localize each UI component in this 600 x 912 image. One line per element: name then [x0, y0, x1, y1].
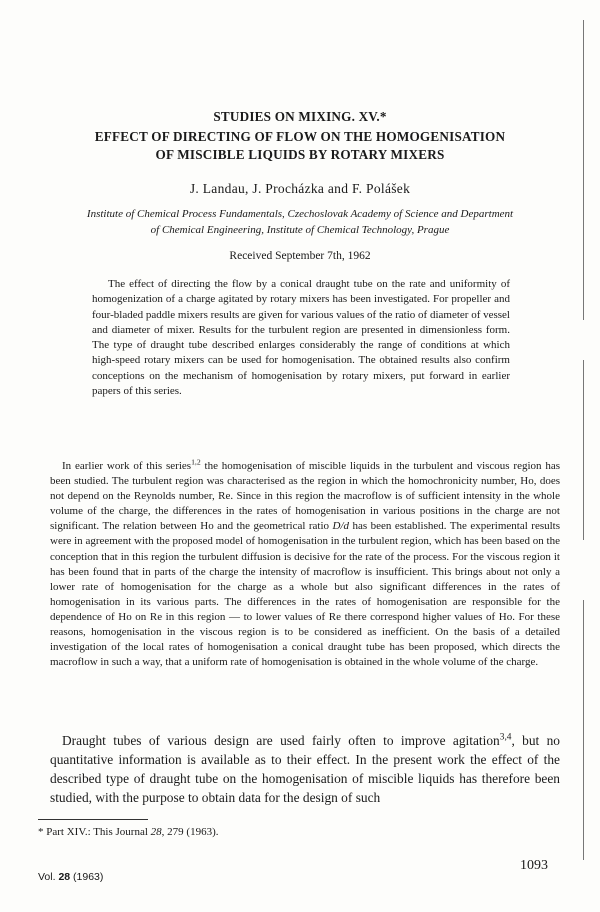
main-text-1: Draught tubes of various design are used fairly often to improve agitation — [62, 733, 500, 748]
citation-ref[interactable]: 3,4 — [499, 732, 512, 743]
scan-edge-line — [583, 600, 584, 860]
page-number: 1093 — [520, 858, 548, 873]
abstract — [92, 277, 510, 399]
running-footer — [38, 871, 103, 883]
footer-volume-label: Vol. — [38, 871, 56, 883]
footer-volume: 28 — [58, 871, 71, 883]
title-line-2: EFFECT OF DIRECTING OF FLOW ON THE HOMOGENISATION — [94, 129, 506, 144]
footnote-rule — [38, 819, 148, 820]
ratio-symbol: D/d — [332, 520, 350, 533]
introduction — [50, 459, 560, 670]
received-date: Received September 7th, 1962 — [229, 250, 371, 262]
affiliation-line-2: of Chemical Engineering, Institute of Chemical Technology, Prague — [150, 224, 450, 236]
title-line-1: STUDIES ON MIXING. XV.* — [213, 109, 387, 124]
title-line-3: OF MISCIBLE LIQUIDS BY ROTARY MIXERS — [155, 147, 445, 162]
intro-text-1: In earlier work of this series — [62, 460, 192, 472]
main-paragraph — [50, 731, 560, 807]
citation-ref[interactable]: 1,2 — [191, 457, 201, 467]
main-text — [50, 731, 560, 807]
affiliation — [20, 206, 580, 238]
footnote-suffix: , 279 (1963). — [161, 826, 219, 838]
intro-text-2: the homogenisation of miscible liquids in the turbulent and viscous region has been studied. The turbulent region was characterised as the region in which the homochronicity number, Ho, does not depend on the Reynolds number, Re. Since in this region the macroflow is of sufficient intensity in the whole volume of the charge, the differences in the rates of homogenisation in various positions in the charge are not significant. The relation between Ho and the geometrical ratio — [50, 460, 560, 533]
footnote-prefix: * Part XIV.: This Journal — [38, 826, 151, 838]
footnote — [38, 826, 218, 838]
intro-text-3: has been established. The experimental results were in agreement with the proposed model of homogenisation in the turbulent region, which has been based on the conception that in this region the turbulent diffusion is decisive for the rate of the process. For the viscous region it has been found that in parts of the charge the intensity of macroflow is insufficient. This brings about not only a lower rate of homogenisation for the charge as a whole but also significant differences in the rates of homogenisation in its various parts. The differences in the rates of homogenisation are responsible for the dependence of Ho on Re in this region — to lower values of Re there correspond higher values of Ho. For these reasons, homogenisation in the viscous region is to be considered as inefficient. On the basis of a detailed investigation of the local rates of homogenisation a conical draught tube has been proposed, which directs the macroflow in such a way, that a uniform rate of homogenisation is obtained in the whole volume of the charge. — [50, 520, 561, 669]
abstract-text: The effect of directing the flow by a conical draught tube on the rate and uniformity of homogenization of a charge agitated by rotary mixers has been investigated. For propeller and four-bladed paddle mixers results are given for various values of the ratio of diameter of vessel and diameter of mixer. Results for the turbulent region are presented in dimensionless form. The type of draught tube described enlarges considerably the range of conditions at which high-speed rotary mixers can be used for homogenisation. The obtained results also confirm conceptions on the mechanism of homogenisation by rotary mixers, put forward in earlier papers of this series. — [92, 278, 510, 398]
footnote-volume: 28 — [150, 826, 162, 838]
footer-year: (1963) — [73, 871, 104, 883]
authors: J. Landau, J. Procházka and F. Polášek — [189, 181, 411, 196]
scan-edge-line — [583, 20, 584, 320]
scan-edge-line — [583, 360, 584, 540]
affiliation-line-1: Institute of Chemical Process Fundamentals, Czechoslovak Academy of Science and Department — [86, 208, 514, 220]
article-title — [0, 108, 600, 164]
intro-paragraph — [50, 459, 560, 670]
main-text-2: , but no quantitative information is available as to their effect. In the present work the effect of the described type of draught tube on the homogenisation of miscible liquids has therefore been studied, with the purpose to obtain data for the design of such — [50, 733, 561, 805]
